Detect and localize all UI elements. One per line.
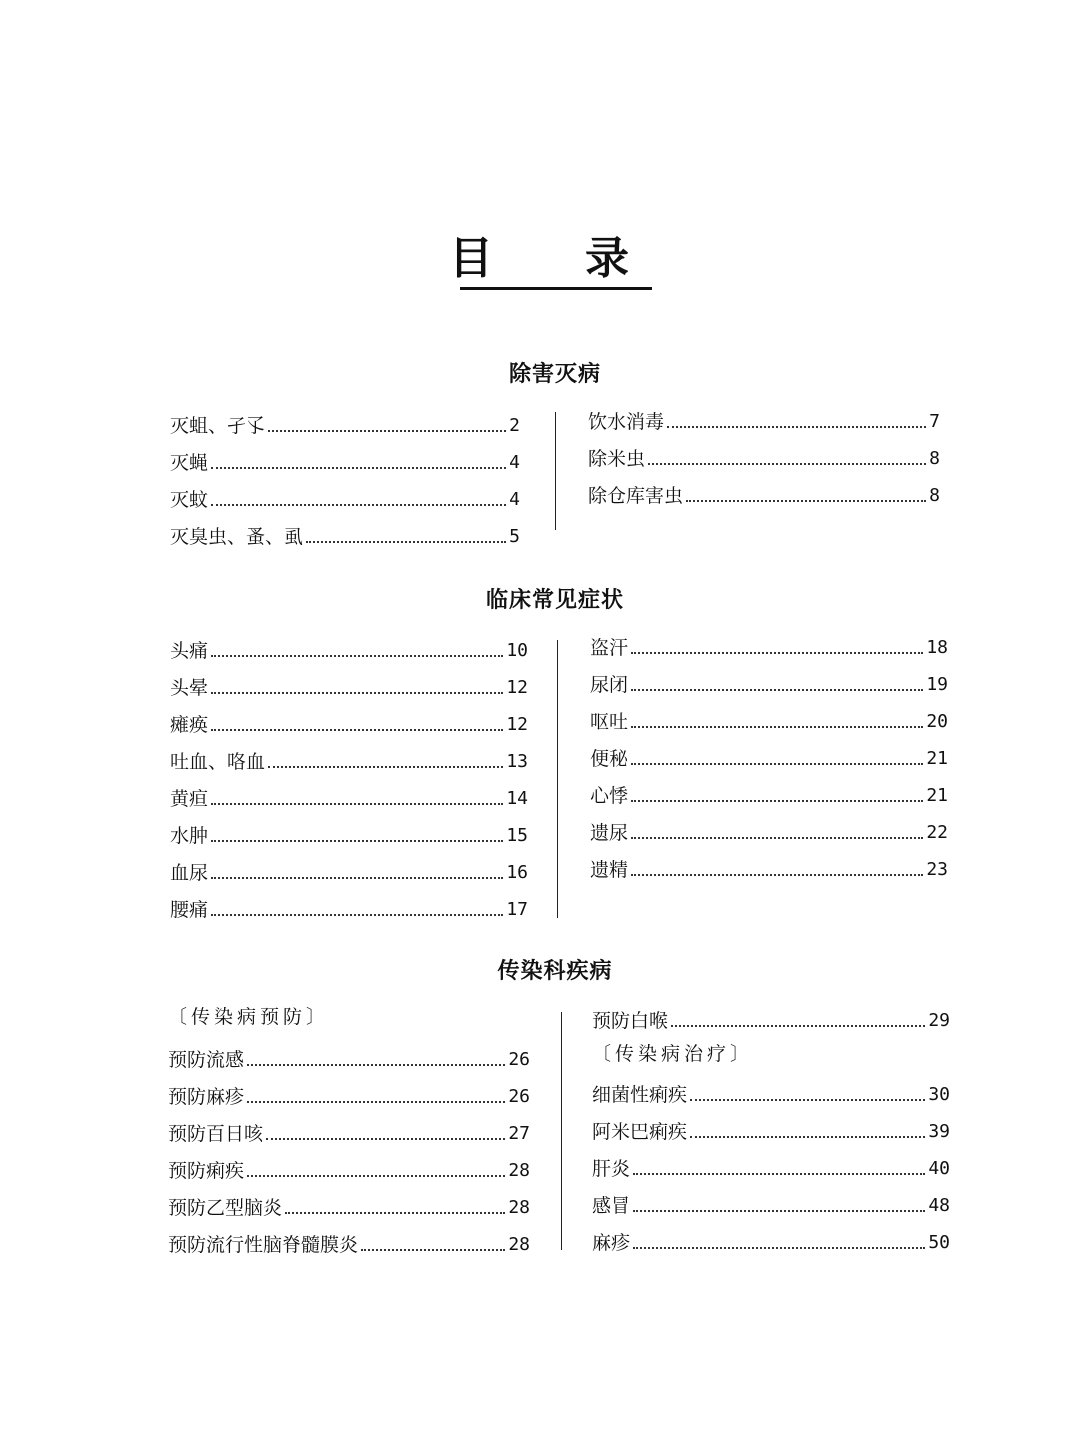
leader-dots [633,1247,925,1249]
toc-entry-page: 4 [509,452,520,473]
leader-dots [633,1210,925,1212]
leader-dots [690,1136,925,1138]
toc-entry-page: 5 [509,526,520,547]
toc-entry-title: 肝炎 [592,1158,631,1180]
toc-entry-page: 30 [928,1084,950,1105]
leader-dots [247,1101,505,1103]
toc-entry[interactable] [592,1077,950,1107]
toc-entry-title: 便秘 [590,748,629,770]
toc-entry-title: 遗精 [590,859,629,881]
column-divider [561,1012,562,1250]
toc-entry-page: 48 [928,1195,950,1216]
group-label: 〔传染病预防〕 [168,1006,330,1028]
toc-entry[interactable] [168,1227,530,1257]
toc-entry-title: 黄疸 [170,788,209,810]
toc-entry-page: 16 [506,862,528,883]
page-title [0,222,1080,286]
leader-dots [211,655,503,657]
leader-dots [247,1064,505,1066]
toc-entry-title: 头晕 [170,677,209,699]
toc-entry-title: 预防乙型脑炎 [168,1197,283,1219]
toc-entry-page: 27 [508,1123,530,1144]
toc-entry-page: 18 [926,637,948,658]
leader-dots [211,692,503,694]
column-divider [557,640,558,918]
toc-entry-title: 盗汗 [590,637,629,659]
leader-dots [633,1173,925,1175]
section-heading-1: 除害灭病 [508,361,601,387]
toc-entry-title: 除米虫 [588,448,646,470]
leader-dots [361,1249,505,1251]
toc-entry-page: 19 [926,674,948,695]
toc-entry-page: 28 [508,1234,530,1255]
leader-dots [631,763,923,765]
toc-entry[interactable] [590,778,948,808]
toc-entry-title: 阿米巴痢疾 [592,1121,688,1143]
leader-dots [211,467,506,469]
toc-entry-page: 21 [926,748,948,769]
leader-dots [631,726,923,728]
leader-dots [211,914,503,916]
leader-dots [631,652,923,654]
toc-entry[interactable] [170,445,520,475]
toc-entry-page: 7 [929,411,940,432]
toc-entry[interactable] [590,852,948,882]
leader-dots [631,800,923,802]
leader-dots [211,729,503,731]
toc-entry-page: 2 [509,415,520,436]
toc-entry-page: 26 [508,1086,530,1107]
toc-entry[interactable] [588,441,940,471]
toc-entry[interactable] [168,1042,530,1072]
toc-entry-page: 21 [926,785,948,806]
toc-entry-page: 8 [929,448,940,469]
leader-dots [667,426,926,428]
column-divider [555,412,556,530]
title-char-1: 目 [449,233,495,284]
toc-entry[interactable] [590,667,948,697]
toc-entry[interactable] [590,704,948,734]
toc-entry-title: 尿闭 [590,674,629,696]
toc-entry-page: 17 [506,899,528,920]
toc-entry[interactable] [592,1188,950,1218]
toc-entry-title: 头痛 [170,640,209,662]
toc-entry-title: 感冒 [592,1195,631,1217]
toc-entry-page: 22 [926,822,948,843]
toc-entry-title: 灭蛆、孑孓 [170,415,266,437]
toc-entry[interactable] [592,1003,950,1033]
toc-entry-page: 39 [928,1121,950,1142]
toc-entry-page: 23 [926,859,948,880]
toc-entry[interactable] [170,482,520,512]
toc-entry[interactable] [168,1079,530,1109]
toc-entry[interactable] [168,1116,530,1146]
leader-dots [306,541,506,543]
toc-entry-page: 12 [506,677,528,698]
toc-entry-title: 瘫痪 [170,714,209,736]
leader-dots [266,1138,505,1140]
toc-entry-page: 26 [508,1049,530,1070]
toc-entry[interactable] [170,408,520,438]
toc-entry-page: 29 [928,1010,950,1031]
leader-dots [671,1025,925,1027]
toc-entry[interactable] [590,630,948,660]
toc-entry[interactable] [588,478,940,508]
title-char-2: 录 [585,233,631,284]
toc-entry-page: 15 [506,825,528,846]
toc-entry[interactable] [590,815,948,845]
toc-entry-page: 28 [508,1197,530,1218]
toc-entry-title: 心悸 [590,785,629,807]
toc-entry-page: 13 [506,751,528,772]
toc-entry-title: 灭蚊 [170,489,209,511]
toc-entry-title: 腰痛 [170,899,209,921]
toc-entry-title: 细菌性痢疾 [592,1084,688,1106]
leader-dots [285,1212,505,1214]
toc-entry-page: 12 [506,714,528,735]
toc-entry-page: 40 [928,1158,950,1179]
leader-dots [631,689,923,691]
toc-entry-page: 4 [509,489,520,510]
section-heading-2: 临床常见症状 [485,587,624,613]
toc-entry-title: 水肿 [170,825,209,847]
leader-dots [268,766,503,768]
toc-entry-title: 呕吐 [590,711,629,733]
group-label: 〔传染病治疗〕 [592,1043,754,1065]
toc-entry-title: 灭臭虫、蚤、虱 [170,526,304,548]
toc-entry-page: 10 [506,640,528,661]
toc-entry[interactable] [170,781,528,811]
toc-entry[interactable] [590,741,948,771]
toc-entry-title: 预防流行性脑脊髓膜炎 [168,1234,359,1256]
toc-entry-page: 28 [508,1160,530,1181]
toc-entry-title: 麻疹 [592,1232,631,1254]
leader-dots [631,837,923,839]
toc-entry[interactable] [170,744,528,774]
toc-entry-title: 灭蝇 [170,452,209,474]
toc-entry[interactable] [592,1114,950,1144]
leader-dots [648,463,926,465]
toc-entry[interactable] [170,670,528,700]
toc-entry-title: 血尿 [170,862,209,884]
leader-dots [690,1099,925,1101]
toc-entry-title: 预防白喉 [592,1010,669,1032]
section-heading-3: 传染科疾病 [497,958,613,984]
toc-entry[interactable] [170,855,528,885]
leader-dots [247,1175,505,1177]
toc-entry-page: 8 [929,485,940,506]
toc-entry[interactable] [168,1190,530,1220]
toc-entry-title: 预防麻疹 [168,1086,245,1108]
toc-entry[interactable] [592,1225,950,1255]
toc-entry-page: 20 [926,711,948,732]
toc-entry[interactable] [588,404,940,434]
title-underline [460,287,652,290]
leader-dots [211,803,503,805]
leader-dots [268,430,506,432]
toc-entry-page: 14 [506,788,528,809]
toc-entry-title: 预防百日咳 [168,1123,264,1145]
leader-dots [211,840,503,842]
toc-entry[interactable] [170,519,520,549]
toc-entry-title: 吐血、咯血 [170,751,266,773]
toc-entry-title: 预防流感 [168,1049,245,1071]
toc-entry[interactable] [592,1151,950,1181]
leader-dots [211,504,506,506]
toc-entry[interactable] [170,707,528,737]
toc-entry[interactable] [170,892,528,922]
toc-entry-title: 预防痢疾 [168,1160,245,1182]
toc-entry-page: 50 [928,1232,950,1253]
toc-entry-title: 除仓库害虫 [588,485,684,507]
leader-dots [631,874,923,876]
toc-entry[interactable] [170,633,528,663]
leader-dots [686,500,926,502]
leader-dots [211,877,503,879]
toc-entry[interactable] [170,818,528,848]
toc-entry-title: 遗尿 [590,822,629,844]
toc-entry-title: 饮水消毒 [588,411,665,433]
toc-entry[interactable] [168,1153,530,1183]
